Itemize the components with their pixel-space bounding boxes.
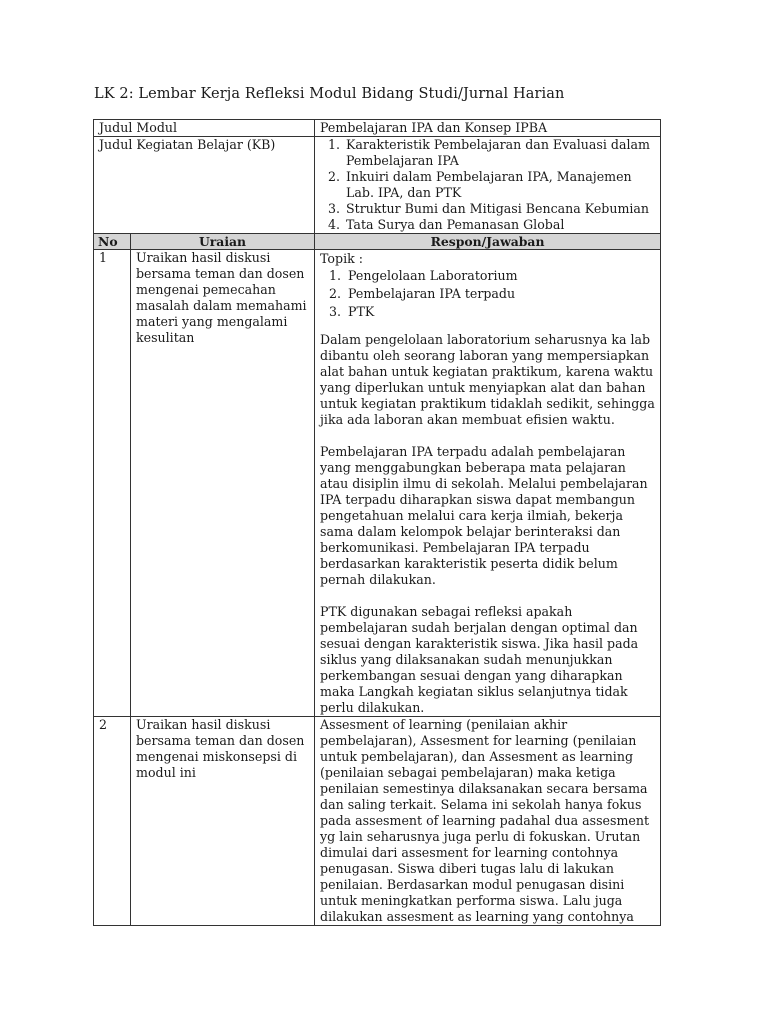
judul-modul-label: Judul Modul [94, 120, 315, 137]
row-number: 1 [94, 250, 131, 717]
topik-list [320, 268, 655, 320]
answer-paragraph: Dalam pengelolaan laboratorium seharusnya ka lab dibantu oleh seorang laboran yang mempersiapkan alat bahan untuk kegiatan praktikum, karena waktu yang diperlukan untuk menyiapkan alat dan bahan untuk kegiatan praktikum tidaklah sedikit, sehingga jika ada laboran akan membuat efisien waktu. [320, 332, 655, 427]
judul-modul-row [94, 120, 661, 137]
table-row [94, 250, 661, 717]
row-number: 2 [94, 717, 131, 926]
topik-item: 2. Pembelajaran IPA terpadu [345, 286, 655, 302]
kb-list [320, 137, 655, 233]
answer-paragraph: PTK digunakan sebagai refleksi apakah pembelajaran sudah berjalan dengan optimal dan sesuai dengan karakteristik siswa. Jika hasil pada siklus yang dilaksanakan sudah menunjukkan perkembangan sesuai dengan yang diharapkan maka Langkah kegiatan siklus selanjutnya tidak perlu dilakukan. [320, 604, 639, 715]
kb-item: 2. Inkuiri dalam Pembelajaran IPA, Manajemen Lab. IPA, dan PTK [344, 169, 655, 201]
answer-paragraph: Pembelajaran IPA terpadu adalah pembelajaran yang menggabungkan beberapa mata pelajaran atau disiplin ilmu di sekolah. Melalui pembelajaran IPA terpadu diharapkan siswa dapat membangun pengetahuan melalui cara kerja ilmiah, bekerja sama dalam kelompok belajar berinteraksi dan berkomunikasi. Pembelajaran IPA terpadu berdasarkan karakteristik peserta didik belum pernah dilakukan. [320, 444, 648, 587]
kb-item: 3. Struktur Bumi dan Mitigasi Bencana Kebumian [344, 201, 655, 217]
kb-list-cell [315, 137, 661, 234]
header-uraian: Uraian [131, 234, 315, 250]
kb-item: 1. Karakteristik Pembelajaran dan Evaluasi dalam Pembelajaran IPA [344, 137, 655, 169]
respon-cell [315, 250, 661, 717]
header-respon: Respon/Jawaban [315, 234, 661, 250]
uraian-cell: Uraikan hasil diskusi bersama teman dan dosen mengenai miskonsepsi di modul ini [131, 717, 315, 926]
judul-modul-value: Pembelajaran IPA dan Konsep IPBA [315, 120, 661, 137]
respon-cell: Assesment of learning (penilaian akhir pembelajaran), Assesment for learning (penilaian untuk pembelajaran), dan Assesment as learning (penilaian sebagai pembelajaran) maka ketiga penilaian semestinya dilaksanakan secara bersama dan saling terkait. Selama ini sekolah hanya fokus pada assesment of learning padahal dua assesment yg lain seharusnya juga perlu di fokuskan. Urutan dimulai dari assesment for learning contohnya penugasan. Siswa diberi tugas lalu di lakukan penilaian. Berdasarkan modul penugasan disini untuk meningkatkan performa siswa. Lalu juga dilakukan assesment as learning yang contohnya [315, 717, 661, 926]
table-header-row [94, 234, 661, 250]
judul-kb-row [94, 137, 661, 234]
header-no: No [94, 234, 131, 250]
reflection-table [93, 119, 661, 926]
kb-item: 4. Tata Surya dan Pemanasan Global [344, 217, 655, 233]
page-title: LK 2: Lembar Kerja Refleksi Modul Bidang Studi/Jurnal Harian [94, 86, 565, 102]
topik-item: 3. PTK [345, 304, 655, 320]
judul-kb-label: Judul Kegiatan Belajar (KB) [94, 137, 315, 234]
topik-item: 1. Pengelolaan Laboratorium [345, 268, 655, 284]
table-row [94, 717, 661, 926]
uraian-cell: Uraikan hasil diskusi bersama teman dan dosen mengenai pemecahan masalah dalam memahami materi yang mengalami kesulitan [131, 250, 315, 717]
topik-label: Topik : [320, 251, 363, 266]
